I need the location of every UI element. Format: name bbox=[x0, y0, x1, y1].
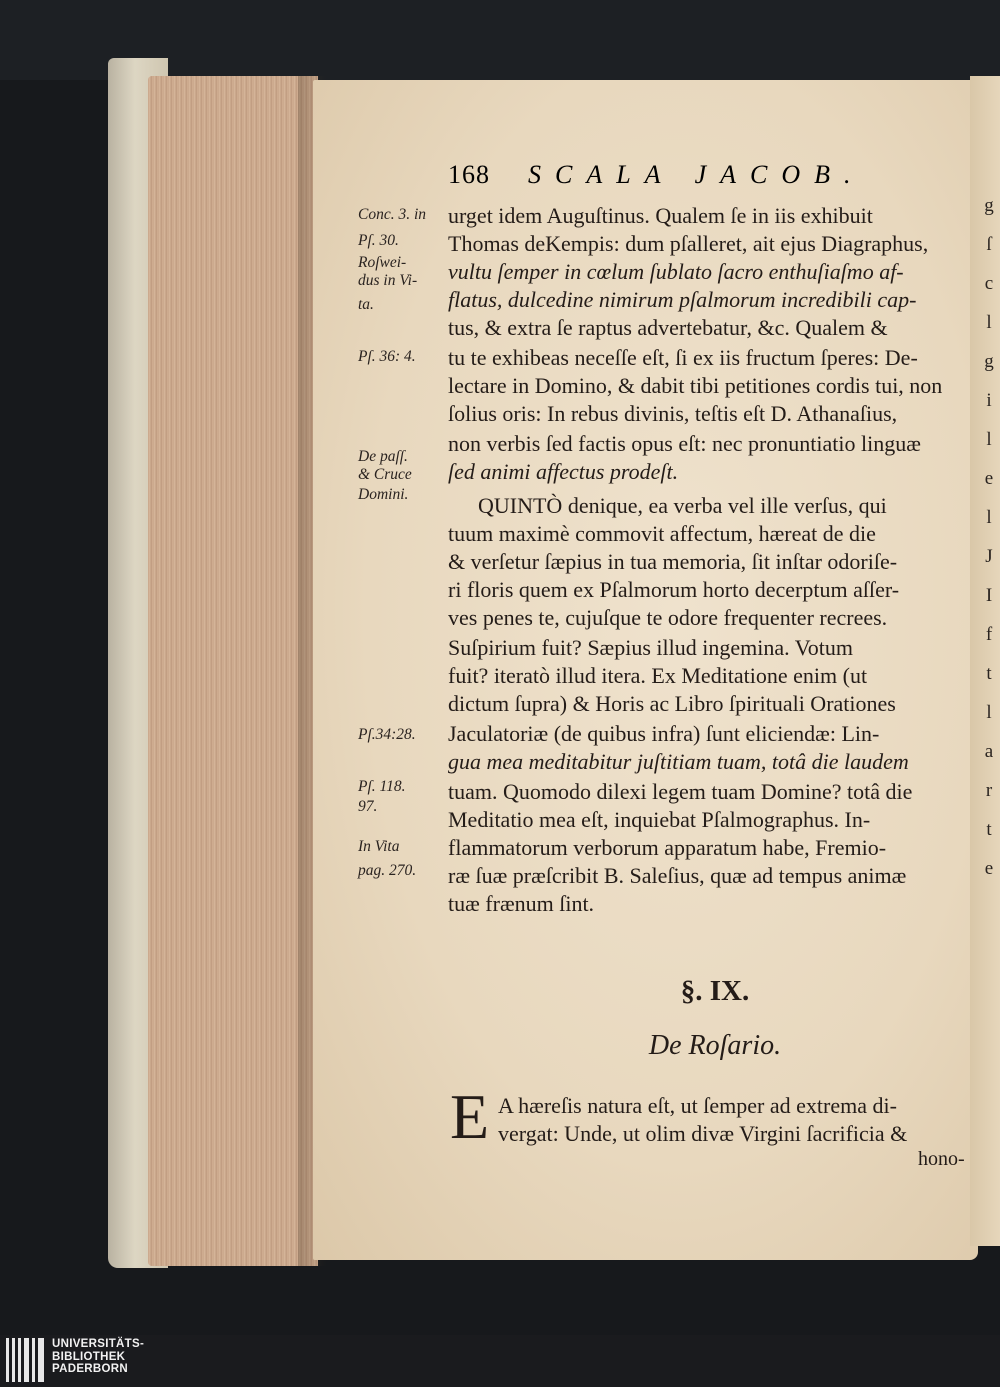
text-line: fuit? iteratò illud itera. Ex Meditatione enim (ut bbox=[448, 663, 868, 688]
library-name-line1: UNIVERSITÄTS- bbox=[52, 1338, 145, 1350]
margin-note: Roſwei- bbox=[358, 254, 407, 271]
facing-page-letter: t bbox=[986, 819, 992, 840]
text-line: tu te exhibeas neceſſe eſt, ſi ex iis fructum ſperes: De- bbox=[448, 345, 918, 370]
text-line: non verbis ſed factis opus eſt: nec pronuntiatio linguæ bbox=[448, 431, 921, 456]
facing-page-letter: e bbox=[984, 858, 994, 879]
text-line: Meditatio mea eſt, inquiebat Pſalmographus. In- bbox=[448, 807, 871, 832]
library-logo-icon bbox=[6, 1338, 46, 1382]
library-name-line3: PADERBORN bbox=[52, 1363, 128, 1375]
facing-page-letter: e bbox=[984, 468, 994, 489]
text-line: ſolius oris: In rebus divinis, teſtis eſt D. Athanaſius, bbox=[448, 401, 898, 426]
drop-cap: E bbox=[450, 1081, 490, 1152]
margin-note: Domini. bbox=[358, 486, 409, 503]
facing-page-letter: g bbox=[984, 351, 994, 372]
text-line: tuæ frænum ſint. bbox=[448, 891, 595, 916]
text-line: dictum ſupra) & Horis ac Libro ſpirituali Orationes bbox=[448, 691, 896, 716]
page-number: 168 bbox=[448, 160, 490, 189]
facing-page-letter: ſ bbox=[986, 234, 992, 255]
text-line: ri floris quem ex Pſalmorum horto decerptum aſſer- bbox=[448, 577, 900, 602]
margin-note: 97. bbox=[358, 798, 378, 815]
margin-note: pag. 270. bbox=[358, 862, 417, 879]
facing-page-letter: I bbox=[985, 585, 993, 606]
facing-page-letter: a bbox=[984, 741, 994, 762]
facing-page-letter: l bbox=[986, 429, 992, 450]
text-line: Suſpirium fuit? Sæpius illud ingemina. Votum bbox=[448, 635, 853, 660]
text-line: flammatorum verborum apparatum habe, Fremio- bbox=[448, 835, 887, 860]
text-line: & verſetur ſæpius in tua memoria, ſit inſtar odoriſe- bbox=[448, 549, 898, 574]
running-title: SCALA JACOB. bbox=[528, 160, 865, 189]
facing-page-letter: l bbox=[986, 507, 992, 528]
facing-page-letter: l bbox=[986, 702, 992, 723]
section-number: §. IX. bbox=[680, 975, 750, 1007]
text-line: vultu ſemper in cœlum ſublato ſacro enthuſiaſmo af- bbox=[448, 259, 904, 284]
facing-page-letter: f bbox=[985, 624, 993, 645]
text-line: tuam. Quomodo dilexi legem tuam Domine? totâ die bbox=[448, 779, 913, 804]
text-line: A hæreſis natura eſt, ut ſemper ad extrema di- bbox=[498, 1093, 897, 1118]
section-title: De Roſario. bbox=[648, 1030, 782, 1061]
page-edges bbox=[148, 76, 318, 1266]
facing-page-letter: J bbox=[985, 546, 993, 567]
margin-note: Pſ. 36: 4. bbox=[358, 348, 416, 365]
facing-page-letter: c bbox=[984, 273, 994, 294]
text-line: flatus, dulcedine nimirum pſalmorum incredibili cap- bbox=[448, 287, 917, 312]
library-name bbox=[52, 1338, 144, 1376]
text-line: ves penes te, cujuſque te odore frequenter recrees. bbox=[448, 605, 888, 630]
facing-page-letter: r bbox=[985, 780, 993, 801]
margin-note: Conc. 3. in bbox=[358, 206, 427, 223]
margin-note: Pſ. 118. bbox=[358, 778, 406, 795]
facing-page-letter: i bbox=[986, 390, 992, 411]
footer-bar bbox=[0, 1335, 1000, 1387]
text-line: tus, & extra ſe raptus advertebatur, &c. Qualem & bbox=[448, 315, 888, 340]
margin-note: dus in Vi- bbox=[358, 272, 418, 289]
text-line: ſed animi affectus prodeſt. bbox=[448, 459, 679, 484]
margin-note: De paſſ. bbox=[358, 448, 408, 465]
text-line: tuum maximè commovit affectum, hæreat de die bbox=[448, 521, 876, 546]
margin-note: Pſ. 30. bbox=[358, 232, 399, 249]
running-head bbox=[448, 160, 968, 194]
facing-page-letters bbox=[980, 186, 998, 888]
margin-note: & Cruce bbox=[358, 466, 412, 483]
text-line: gua mea meditabitur juſtitiam tuam, totâ die laudem bbox=[448, 749, 909, 774]
margin-note: Pſ.34:28. bbox=[358, 726, 416, 743]
facing-page-letter: g bbox=[984, 195, 994, 216]
text-line: urget idem Auguſtinus. Qualem ſe in iis exhibuit bbox=[448, 203, 873, 228]
facing-page-letter: l bbox=[986, 312, 992, 333]
text-line: QUINTÒ denique, ea verba vel ille verſus, qui bbox=[478, 493, 887, 518]
margin-note: In Vita bbox=[358, 838, 400, 855]
catchword: hono- bbox=[918, 1148, 965, 1170]
library-name-line2: BIBLIOTHEK bbox=[52, 1350, 126, 1363]
margin-note: ta. bbox=[358, 296, 374, 313]
text-line: ræ ſuæ præſcribit B. Saleſius, quæ ad tempus animæ bbox=[448, 863, 907, 888]
facing-page-letter: t bbox=[986, 663, 992, 684]
text-line: lectare in Domino, & dabit tibi petitiones cordis tui, non bbox=[448, 373, 943, 398]
facing-page-edge bbox=[970, 76, 1000, 1246]
text-line: vergat: Unde, ut olim divæ Virgini ſacrificia & bbox=[498, 1121, 908, 1146]
text-line: Jaculatoriæ (de quibus infra) ſunt eliciendæ: Lin- bbox=[448, 721, 880, 746]
text-line: Thomas deKempis: dum pſalleret, ait ejus Diagraphus, bbox=[448, 231, 929, 256]
